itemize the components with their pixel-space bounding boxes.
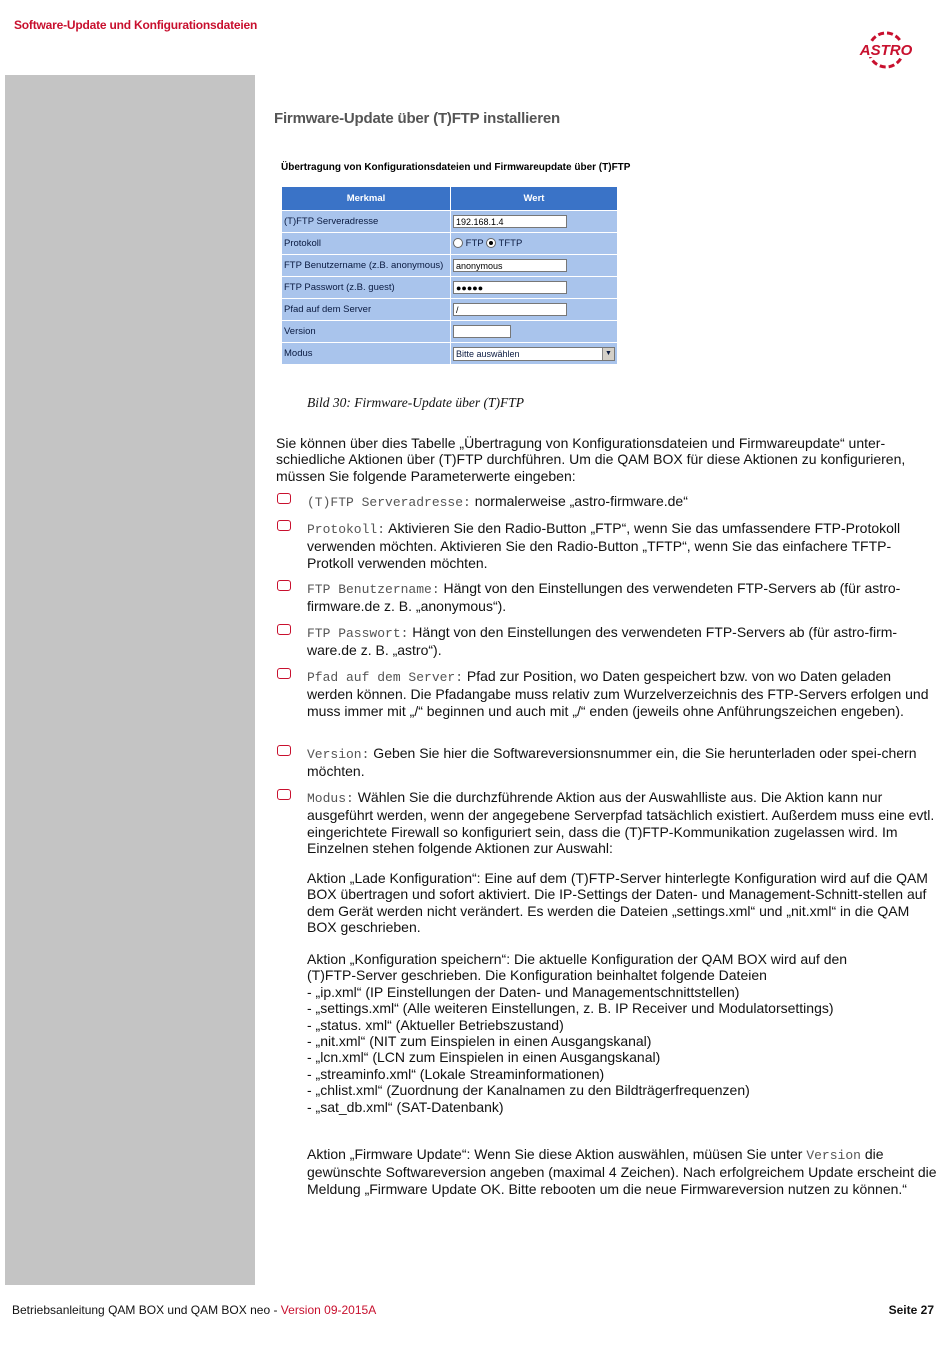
ftp-password-label: FTP Passwort (z.B. guest) <box>282 277 451 299</box>
svg-text:ASTRO: ASTRO <box>859 42 913 59</box>
action-save-config <box>307 951 937 1115</box>
ftp-radio-label: FTP <box>465 238 484 249</box>
protocol-label: Protokoll <box>282 233 451 255</box>
list-item <box>276 624 936 659</box>
bullet-text: Aktivieren Sie den Radio-Button „FTP“, wenn Sie das umfassendere FTP-Protokoll verwenden möchten. Aktivieren Sie den Radio-Button „TFTP“, wenn Sie das einfachere TFTP-Protkoll verwenden möchten. <box>307 520 901 571</box>
list-item <box>276 668 936 719</box>
table-row <box>282 233 618 255</box>
server-address-label: (T)FTP Serveradresse <box>282 211 451 233</box>
checkbox-bullet-icon <box>277 745 291 756</box>
text-line: - „lcn.xml“ (LCN zum Einspielen in einen Ausgangskanal) <box>307 1049 661 1066</box>
term-version-inline: Version <box>806 1148 861 1163</box>
version-label: Version <box>282 321 451 343</box>
mode-select-value: Bitte auswählen <box>456 348 520 359</box>
tftp-radio-label: TFTP <box>498 238 523 249</box>
server-path-label: Pfad auf dem Server <box>282 299 451 321</box>
figure-caption: Bild 30: Firmware-Update über (T)FTP <box>307 395 524 410</box>
checkbox-bullet-icon <box>277 520 291 531</box>
list-item <box>276 789 936 857</box>
tftp-radio[interactable] <box>486 238 496 248</box>
form-title: Übertragung von Konfigurationsdateien und Firmwareupdate über (T)FTP <box>281 162 631 173</box>
table-row <box>282 255 618 277</box>
server-address-input[interactable]: 192.168.1.4 <box>453 215 567 228</box>
section-title: Firmware-Update über (T)FTP installieren <box>274 110 560 127</box>
chevron-down-icon[interactable]: ▼ <box>602 348 614 360</box>
text-part: die gewünschte Softwareversion angeben (maximal 4 Zeichen). Nach erfolgreichem Update erscheint die Meldung „Firmware Update OK. Bitte rebooten um die neue Firmwareversion nutzen zu können.“ <box>307 1146 937 1197</box>
term-ftp-username: FTP Benutzername: <box>307 582 440 597</box>
table-row <box>282 299 618 321</box>
bullet-text: Geben Sie hier die Softwareversionsnummer ein, die Sie herunterladen oder spei-chern möchten. <box>307 745 917 780</box>
ftp-password-input[interactable]: ●●●●● <box>453 281 567 294</box>
table-row <box>282 343 618 365</box>
checkbox-bullet-icon <box>277 624 291 635</box>
ftp-settings-table <box>281 186 618 365</box>
text-line: - „sat_db.xml“ (SAT-Datenbank) <box>307 1098 504 1115</box>
column-header-feature: Merkmal <box>282 187 451 211</box>
astro-logo <box>850 28 922 72</box>
checkbox-bullet-icon <box>277 580 291 591</box>
text-line: - „status. xml“ (Aktueller Betriebszustand) <box>307 1016 564 1033</box>
table-row <box>282 321 618 343</box>
footer-version: Version 09-2015A <box>280 1303 377 1317</box>
mode-select[interactable] <box>453 347 615 361</box>
bullet-text: normalerweise „astro-firmware.de“ <box>470 493 688 509</box>
server-path-input[interactable]: / <box>453 303 567 316</box>
term-protocol: Protokoll: <box>307 522 386 537</box>
ftp-radio[interactable] <box>453 238 463 248</box>
table-row <box>282 277 618 299</box>
bullet-text: Pfad zur Position, wo Daten gespeichert bzw. von wo Daten geladen werden können. Die Pfadangabe muss relativ zum Wurzelverzeichnis des FTP-Servers erfolgen und muss immer mit „/“ beginnen und auch mit „/“ enden (jeweils ohne Anführungszeichen engeben). <box>307 668 929 719</box>
text-line: - „nit.xml“ (NIT zum Einspielen in einen Ausgangskanal) <box>307 1033 652 1050</box>
page-number: Seite 27 <box>888 1303 934 1317</box>
column-header-value: Wert <box>451 187 618 211</box>
bullet-text: Hängt von den Einstellungen des verwendeten FTP-Servers ab (für astro-firmware.de z. B. „anonymous“). <box>307 580 901 615</box>
term-server-address: (T)FTP Serveradresse: <box>307 495 471 510</box>
mode-label: Modus <box>282 343 451 365</box>
term-version: Version: <box>307 747 370 762</box>
text-line: (T)FTP-Server geschrieben. Die Konfiguration beinhaltet folgende Dateien <box>307 967 767 984</box>
text-line: Aktion „Konfiguration speichern“: Die aktuelle Konfiguration der QAM BOX wird auf den <box>307 951 848 967</box>
term-ftp-password: FTP Passwort: <box>307 626 409 641</box>
list-item <box>276 580 936 615</box>
footer-document-title <box>12 1303 376 1317</box>
text-part: Aktion „Firmware Update“: Wenn Sie diese Aktion auswählen, müüsen Sie unter <box>307 1146 807 1162</box>
version-input[interactable] <box>453 325 511 338</box>
action-firmware-update <box>307 1146 937 1197</box>
footer-title: Betriebsanleitung QAM BOX und QAM BOX neo - <box>12 1303 281 1317</box>
term-mode: Modus: <box>307 791 354 806</box>
table-row <box>282 211 618 233</box>
bullet-text: Wählen Sie die durchzführende Aktion aus der Auswahlliste aus. Die Aktion kann nur ausgeführt werden, wenn der angegebene Serverpfad tatsächlich existiert. Außerdem muss eine evtl. eingerichtete Firewall so konfiguriert sein, dass die (T)FTP-Kommunikation zugelassen wird. Im Einzelnen stehen folgende Aktionen zur Auswahl: <box>307 789 935 857</box>
text-line: - „chlist.xml“ (Zuordnung der Kanalnamen zu den Bildträgerfrequenzen) <box>307 1082 750 1099</box>
sidebar-bar <box>5 75 255 1285</box>
checkbox-bullet-icon <box>277 493 291 504</box>
running-header: Software-Update und Konfigurationsdateien <box>14 18 258 32</box>
bullet-text: Hängt von den Einstellungen des verwendeten FTP-Servers ab (für astro-firm-ware.de z. B. „astro“). <box>307 624 898 659</box>
text-line: - „ip.xml“ (IP Einstellungen der Daten- und Managementschnittstellen) <box>307 983 740 1000</box>
term-server-path: Pfad auf dem Server: <box>307 670 464 685</box>
text-line: - „settings.xml“ (Alle weiteren Einstellungen, z. B. IP Receiver und Modulatorsettings) <box>307 1000 834 1017</box>
list-item <box>276 493 936 511</box>
ftp-username-label: FTP Benutzername (z.B. anonymous) <box>282 255 451 277</box>
list-item <box>276 745 936 780</box>
text-line: - „streaminfo.xml“ (Lokale Streaminformationen) <box>307 1065 605 1082</box>
action-load-config: Aktion „Lade Konfiguration“: Eine auf dem (T)FTP-Server hinterlegte Konfiguration wird auf die QAM BOX übertragen und sofort aktiviert. Die IP-Settings der Daten- und Management-Schnitt-stellen auf dem Gerät werden nicht verändert. Es werden die Dateien „settings.xml“ und „nit.xml“ in die QAM BOX geschrieben. <box>307 870 928 936</box>
list-item <box>276 520 936 571</box>
intro-paragraph: Sie können über dies Tabelle „Übertragung von Konfigurationsdateien und Firmwareupdate“ unter-schiedliche Aktionen über (T)FTP durchführen. Um die QAM BOX für diese Aktionen zu konfigurieren, müssen Sie folgende Parameterwerte eingeben: <box>276 435 906 484</box>
checkbox-bullet-icon <box>277 789 291 800</box>
checkbox-bullet-icon <box>277 668 291 679</box>
ftp-username-input[interactable]: anonymous <box>453 259 567 272</box>
